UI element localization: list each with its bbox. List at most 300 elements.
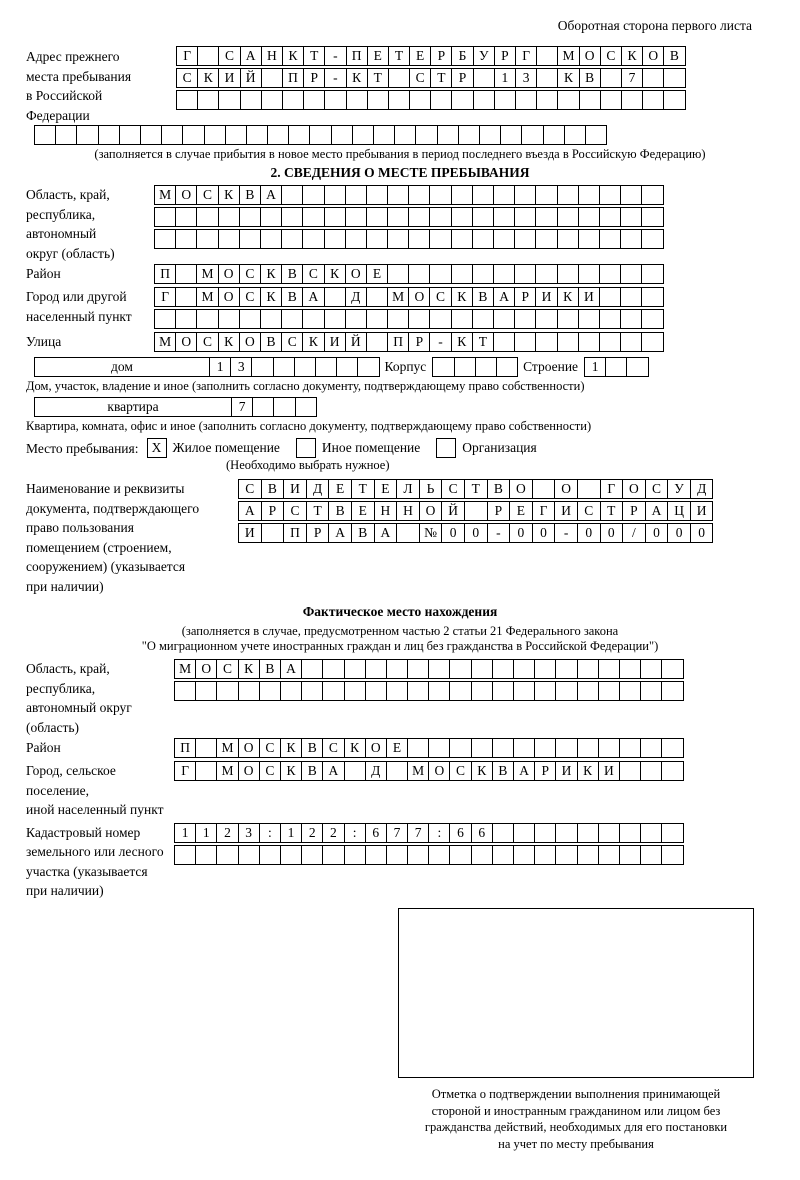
char-cell[interactable] (322, 845, 344, 865)
char-cell[interactable] (302, 309, 324, 329)
char-cell[interactable] (458, 125, 480, 145)
char-cell[interactable] (302, 229, 324, 249)
char-cell[interactable]: Т (306, 501, 330, 521)
char-cell[interactable] (408, 309, 430, 329)
prev-address-row-2[interactable] (176, 68, 685, 88)
char-cell[interactable]: В (487, 479, 511, 499)
checkbox-residential[interactable]: Х (147, 438, 167, 458)
char-cell[interactable] (641, 185, 663, 205)
char-cell[interactable] (663, 90, 685, 110)
char-cell[interactable] (197, 46, 219, 66)
char-cell[interactable] (346, 90, 368, 110)
char-cell[interactable]: 1 (174, 823, 196, 843)
char-cell[interactable] (557, 90, 579, 110)
char-cell[interactable]: Д (365, 761, 387, 781)
char-cell[interactable] (620, 207, 642, 227)
char-cell[interactable]: С (441, 479, 465, 499)
char-cell[interactable]: Е (351, 501, 375, 521)
char-cell[interactable]: С (176, 68, 198, 88)
char-cell[interactable] (492, 681, 514, 701)
char-cell[interactable]: К (238, 659, 260, 679)
char-cell[interactable] (345, 185, 367, 205)
char-cell[interactable] (428, 738, 450, 758)
char-cell[interactable]: Р (494, 46, 516, 66)
char-cell[interactable]: Т (464, 479, 488, 499)
char-cell[interactable]: У (473, 46, 495, 66)
char-cell[interactable] (451, 229, 473, 249)
char-cell[interactable] (661, 761, 683, 781)
char-cell[interactable] (598, 738, 620, 758)
char-cell[interactable] (472, 264, 494, 284)
char-cell[interactable]: М (216, 738, 238, 758)
char-cell[interactable]: К (280, 738, 302, 758)
char-cell[interactable] (640, 659, 662, 679)
char-cell[interactable] (640, 823, 662, 843)
char-cell[interactable] (288, 125, 310, 145)
char-cell[interactable] (557, 332, 579, 352)
doc-row-3[interactable] (238, 523, 712, 543)
char-cell[interactable]: В (239, 185, 261, 205)
char-cell[interactable]: К (621, 46, 643, 66)
actual-region-row-1[interactable] (174, 659, 683, 679)
char-cell[interactable] (619, 681, 641, 701)
char-cell[interactable]: И (218, 68, 240, 88)
char-cell[interactable] (598, 845, 620, 865)
char-cell[interactable] (437, 125, 459, 145)
char-cell[interactable]: Е (386, 738, 408, 758)
char-cell[interactable]: О (642, 46, 664, 66)
char-cell[interactable]: К (346, 68, 368, 88)
char-cell[interactable] (429, 309, 451, 329)
char-cell[interactable] (408, 185, 430, 205)
char-cell[interactable]: 0 (690, 523, 714, 543)
char-cell[interactable] (599, 287, 621, 307)
char-cell[interactable] (196, 229, 218, 249)
char-cell[interactable] (599, 185, 621, 205)
char-cell[interactable] (557, 264, 579, 284)
char-cell[interactable] (513, 845, 535, 865)
char-cell[interactable]: С (409, 68, 431, 88)
char-cell[interactable] (302, 185, 324, 205)
char-cell[interactable]: С (283, 501, 307, 521)
char-cell[interactable] (619, 761, 641, 781)
char-cell[interactable] (449, 659, 471, 679)
char-cell[interactable]: П (154, 264, 176, 284)
char-cell[interactable]: В (301, 761, 323, 781)
char-cell[interactable]: К (260, 264, 282, 284)
char-cell[interactable] (513, 823, 535, 843)
char-cell[interactable]: И (535, 287, 557, 307)
char-cell[interactable]: О (218, 287, 240, 307)
char-cell[interactable]: И (598, 761, 620, 781)
char-cell[interactable] (218, 229, 240, 249)
char-cell[interactable] (344, 659, 366, 679)
char-cell[interactable] (267, 125, 289, 145)
char-cell[interactable] (578, 332, 600, 352)
char-cell[interactable] (386, 681, 408, 701)
char-cell[interactable]: С (196, 332, 218, 352)
char-cell[interactable] (619, 823, 641, 843)
char-cell[interactable] (386, 845, 408, 865)
char-cell[interactable]: О (419, 501, 443, 521)
char-cell[interactable]: К (344, 738, 366, 758)
char-cell[interactable]: О (238, 761, 260, 781)
char-cell[interactable]: А (493, 287, 515, 307)
char-cell[interactable]: С (322, 738, 344, 758)
char-cell[interactable]: Г (174, 761, 196, 781)
char-cell[interactable]: Е (374, 479, 398, 499)
char-cell[interactable] (261, 523, 285, 543)
stroenie-cells[interactable] (584, 357, 648, 377)
char-cell[interactable] (365, 845, 387, 865)
char-cell[interactable]: О (554, 479, 578, 499)
char-cell[interactable] (577, 738, 599, 758)
actual-district-row[interactable] (174, 738, 683, 758)
char-cell[interactable]: С (259, 738, 281, 758)
char-cell[interactable] (535, 229, 557, 249)
char-cell[interactable] (641, 229, 663, 249)
char-cell[interactable]: Р (514, 287, 536, 307)
char-cell[interactable]: 2 (322, 823, 344, 843)
char-cell[interactable] (415, 125, 437, 145)
char-cell[interactable]: В (259, 659, 281, 679)
char-cell[interactable] (555, 681, 577, 701)
char-cell[interactable] (259, 845, 281, 865)
char-cell[interactable] (365, 681, 387, 701)
char-cell[interactable] (620, 309, 642, 329)
char-cell[interactable] (345, 229, 367, 249)
char-cell[interactable]: К (302, 332, 324, 352)
char-cell[interactable] (494, 90, 516, 110)
char-cell[interactable] (619, 845, 641, 865)
char-cell[interactable]: О (238, 738, 260, 758)
char-cell[interactable]: 1 (209, 357, 231, 377)
char-cell[interactable]: Б (451, 46, 473, 66)
char-cell[interactable] (408, 229, 430, 249)
char-cell[interactable] (76, 125, 98, 145)
prev-address-row-4[interactable] (34, 125, 774, 145)
char-cell[interactable]: Г (532, 501, 556, 521)
char-cell[interactable]: Т (367, 68, 389, 88)
char-cell[interactable]: М (387, 287, 409, 307)
char-cell[interactable]: С (196, 185, 218, 205)
char-cell[interactable] (472, 185, 494, 205)
char-cell[interactable] (387, 264, 409, 284)
char-cell[interactable] (598, 681, 620, 701)
char-cell[interactable] (408, 264, 430, 284)
char-cell[interactable]: 6 (471, 823, 493, 843)
char-cell[interactable]: 2 (216, 823, 238, 843)
char-cell[interactable]: Г (600, 479, 624, 499)
char-cell[interactable]: - (554, 523, 578, 543)
char-cell[interactable]: С (600, 46, 622, 66)
char-cell[interactable] (238, 681, 260, 701)
char-cell[interactable] (493, 264, 515, 284)
char-cell[interactable] (373, 125, 395, 145)
char-cell[interactable]: Е (366, 264, 388, 284)
char-cell[interactable]: М (154, 332, 176, 352)
char-cell[interactable] (119, 125, 141, 145)
char-cell[interactable] (626, 357, 648, 377)
char-cell[interactable] (345, 207, 367, 227)
char-cell[interactable]: Р (534, 761, 556, 781)
city-row-2[interactable] (154, 309, 663, 329)
char-cell[interactable] (555, 738, 577, 758)
char-cell[interactable] (493, 229, 515, 249)
char-cell[interactable]: А (645, 501, 669, 521)
char-cell[interactable]: - (324, 68, 346, 88)
char-cell[interactable] (454, 357, 476, 377)
char-cell[interactable] (492, 659, 514, 679)
char-cell[interactable] (366, 287, 388, 307)
char-cell[interactable] (620, 229, 642, 249)
char-cell[interactable] (496, 357, 518, 377)
char-cell[interactable]: Р (303, 68, 325, 88)
char-cell[interactable] (182, 125, 204, 145)
char-cell[interactable] (515, 90, 537, 110)
char-cell[interactable] (599, 264, 621, 284)
char-cell[interactable] (366, 229, 388, 249)
char-cell[interactable]: Л (396, 479, 420, 499)
char-cell[interactable]: : (344, 823, 366, 843)
char-cell[interactable] (514, 309, 536, 329)
char-cell[interactable]: 3 (230, 357, 252, 377)
char-cell[interactable] (301, 845, 323, 865)
char-cell[interactable] (661, 823, 683, 843)
char-cell[interactable] (259, 681, 281, 701)
char-cell[interactable]: Ц (667, 501, 691, 521)
char-cell[interactable]: Е (409, 46, 431, 66)
char-cell[interactable] (600, 68, 622, 88)
char-cell[interactable] (301, 681, 323, 701)
char-cell[interactable]: / (622, 523, 646, 543)
char-cell[interactable] (407, 738, 429, 758)
char-cell[interactable]: П (282, 68, 304, 88)
char-cell[interactable] (387, 207, 409, 227)
char-cell[interactable]: К (218, 332, 240, 352)
char-cell[interactable] (322, 681, 344, 701)
char-cell[interactable] (621, 90, 643, 110)
char-cell[interactable] (387, 229, 409, 249)
char-cell[interactable] (642, 90, 664, 110)
char-cell[interactable]: А (260, 185, 282, 205)
char-cell[interactable]: В (260, 332, 282, 352)
char-cell[interactable] (564, 125, 586, 145)
char-cell[interactable] (500, 125, 522, 145)
char-cell[interactable] (493, 309, 515, 329)
char-cell[interactable] (324, 287, 346, 307)
char-cell[interactable]: 0 (600, 523, 624, 543)
char-cell[interactable]: К (557, 68, 579, 88)
char-cell[interactable]: И (324, 332, 346, 352)
char-cell[interactable] (472, 229, 494, 249)
char-cell[interactable] (577, 845, 599, 865)
char-cell[interactable]: : (428, 823, 450, 843)
char-cell[interactable] (472, 207, 494, 227)
char-cell[interactable] (430, 90, 452, 110)
char-cell[interactable] (324, 185, 346, 205)
char-cell[interactable] (175, 207, 197, 227)
char-cell[interactable] (599, 332, 621, 352)
char-cell[interactable]: - (429, 332, 451, 352)
char-cell[interactable]: К (451, 287, 473, 307)
korpus-cells[interactable] (432, 357, 517, 377)
char-cell[interactable]: А (238, 501, 262, 521)
char-cell[interactable] (451, 264, 473, 284)
char-cell[interactable] (216, 845, 238, 865)
char-cell[interactable] (492, 845, 514, 865)
char-cell[interactable] (492, 738, 514, 758)
char-cell[interactable] (388, 68, 410, 88)
char-cell[interactable]: Й (345, 332, 367, 352)
char-cell[interactable]: В (261, 479, 285, 499)
char-cell[interactable]: О (345, 264, 367, 284)
char-cell[interactable]: А (302, 287, 324, 307)
char-cell[interactable]: И (578, 287, 600, 307)
char-cell[interactable]: 0 (441, 523, 465, 543)
char-cell[interactable]: 1 (195, 823, 217, 843)
char-cell[interactable] (352, 125, 374, 145)
char-cell[interactable] (365, 659, 387, 679)
char-cell[interactable] (260, 207, 282, 227)
char-cell[interactable]: И (690, 501, 714, 521)
char-cell[interactable] (534, 845, 556, 865)
char-cell[interactable]: Р (408, 332, 430, 352)
char-cell[interactable] (449, 681, 471, 701)
char-cell[interactable]: 6 (449, 823, 471, 843)
char-cell[interactable] (534, 738, 556, 758)
prev-address-row-1[interactable] (176, 46, 685, 66)
char-cell[interactable]: К (471, 761, 493, 781)
char-cell[interactable]: С (449, 761, 471, 781)
char-cell[interactable] (620, 264, 642, 284)
char-cell[interactable]: 2 (301, 823, 323, 843)
char-cell[interactable] (366, 207, 388, 227)
char-cell[interactable] (324, 90, 346, 110)
char-cell[interactable] (336, 357, 358, 377)
char-cell[interactable]: И (283, 479, 307, 499)
char-cell[interactable] (429, 264, 451, 284)
char-cell[interactable] (513, 681, 535, 701)
char-cell[interactable]: 3 (515, 68, 537, 88)
char-cell[interactable]: П (283, 523, 307, 543)
char-cell[interactable]: К (197, 68, 219, 88)
char-cell[interactable]: И (554, 501, 578, 521)
char-cell[interactable] (225, 125, 247, 145)
char-cell[interactable] (428, 681, 450, 701)
char-cell[interactable] (281, 185, 303, 205)
char-cell[interactable]: С (281, 332, 303, 352)
char-cell[interactable] (154, 207, 176, 227)
char-cell[interactable] (295, 397, 317, 417)
char-cell[interactable]: В (328, 501, 352, 521)
char-cell[interactable] (273, 357, 295, 377)
char-cell[interactable] (429, 207, 451, 227)
char-cell[interactable]: Й (441, 501, 465, 521)
char-cell[interactable] (176, 90, 198, 110)
char-cell[interactable] (471, 659, 493, 679)
char-cell[interactable] (661, 845, 683, 865)
char-cell[interactable] (471, 738, 493, 758)
char-cell[interactable]: М (154, 185, 176, 205)
char-cell[interactable]: Р (306, 523, 330, 543)
char-cell[interactable] (387, 309, 409, 329)
char-cell[interactable] (471, 681, 493, 701)
char-cell[interactable] (534, 681, 556, 701)
char-cell[interactable] (577, 681, 599, 701)
char-cell[interactable] (641, 207, 663, 227)
char-cell[interactable] (294, 357, 316, 377)
char-cell[interactable] (345, 309, 367, 329)
char-cell[interactable] (324, 309, 346, 329)
char-cell[interactable] (557, 185, 579, 205)
char-cell[interactable]: С (577, 501, 601, 521)
char-cell[interactable]: 1 (494, 68, 516, 88)
char-cell[interactable]: И (555, 761, 577, 781)
char-cell[interactable]: А (240, 46, 262, 66)
char-cell[interactable] (585, 125, 607, 145)
char-cell[interactable]: А (328, 523, 352, 543)
char-cell[interactable] (175, 229, 197, 249)
char-cell[interactable] (620, 332, 642, 352)
char-cell[interactable]: К (324, 264, 346, 284)
char-cell[interactable]: № (419, 523, 443, 543)
stamp-box[interactable] (398, 908, 754, 1078)
char-cell[interactable] (407, 681, 429, 701)
char-cell[interactable] (273, 397, 295, 417)
char-cell[interactable] (557, 309, 579, 329)
char-cell[interactable] (34, 125, 56, 145)
char-cell[interactable] (161, 125, 183, 145)
char-cell[interactable]: П (346, 46, 368, 66)
char-cell[interactable]: Д (345, 287, 367, 307)
char-cell[interactable]: Й (240, 68, 262, 88)
char-cell[interactable] (640, 761, 662, 781)
char-cell[interactable] (251, 357, 273, 377)
char-cell[interactable] (451, 309, 473, 329)
char-cell[interactable] (641, 287, 663, 307)
char-cell[interactable]: 0 (532, 523, 556, 543)
char-cell[interactable]: М (407, 761, 429, 781)
char-cell[interactable] (640, 845, 662, 865)
char-cell[interactable] (216, 681, 238, 701)
char-cell[interactable] (514, 264, 536, 284)
char-cell[interactable] (536, 68, 558, 88)
char-cell[interactable]: С (238, 479, 262, 499)
char-cell[interactable]: О (175, 332, 197, 352)
char-cell[interactable] (281, 229, 303, 249)
actual-city-row[interactable] (174, 761, 683, 781)
char-cell[interactable] (239, 309, 261, 329)
char-cell[interactable] (578, 185, 600, 205)
char-cell[interactable] (535, 332, 557, 352)
char-cell[interactable] (451, 185, 473, 205)
char-cell[interactable] (578, 229, 600, 249)
char-cell[interactable]: К (280, 761, 302, 781)
char-cell[interactable] (661, 681, 683, 701)
char-cell[interactable]: Р (451, 68, 473, 88)
char-cell[interactable] (620, 185, 642, 205)
char-cell[interactable] (449, 845, 471, 865)
char-cell[interactable]: 1 (280, 823, 302, 843)
char-cell[interactable]: 1 (584, 357, 606, 377)
char-cell[interactable] (534, 823, 556, 843)
char-cell[interactable] (281, 207, 303, 227)
char-cell[interactable] (663, 68, 685, 88)
char-cell[interactable] (246, 125, 268, 145)
char-cell[interactable] (388, 90, 410, 110)
char-cell[interactable] (534, 659, 556, 679)
